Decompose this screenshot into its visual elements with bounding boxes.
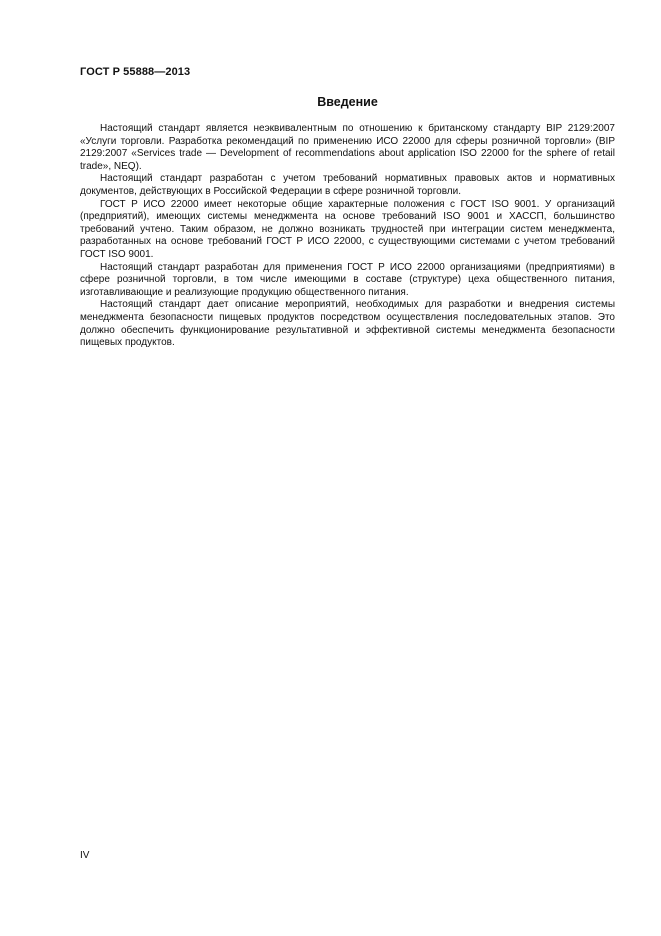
page-number: IV: [80, 850, 90, 861]
introduction-body: [80, 123, 615, 350]
paragraph-4: Настоящий стандарт разработан для применения ГОСТ Р ИСО 22000 организациями (предприятиями) в сфере розничной торговли, в том числе имеющими в составе (структуре) цеха общественного питания, изготавливающие и реализующие продукцию общественного питания.: [80, 261, 615, 298]
section-title: Введение: [317, 95, 378, 109]
standard-code-header: ГОСТ Р 55888—2013: [80, 66, 191, 78]
paragraph-5: Настоящий стандарт дает описание мероприятий, необходимых для разработки и внедрения системы менеджмента безопасности пищевых продуктов посредством осуществления последовательных этапов. Это должно обеспечить функционирование результативной и эффективной системы менеджмента безопасности пищевых продуктов.: [80, 299, 615, 349]
paragraph-2: Настоящий стандарт разработан с учетом требований нормативных правовых актов и нормативных документов, действующих в Российской Федерации в сфере розничной торговли.: [80, 173, 615, 197]
paragraph-1: Настоящий стандарт является неэквивалентным по отношению к британскому стандарту BIP 2129:2007 «Услуги торговли. Разработка рекомендаций по применению ИСО 22000 для сферы розничной торговли» (BIP 2129:2007 «Services trade — Development of recommendations about application ISO 22000 for the sphere of retail trade», NEQ).: [80, 123, 615, 172]
paragraph-3: ГОСТ Р ИСО 22000 имеет некоторые общие характерные положения с ГОСТ ISO 9001. У организаций (предприятий), имеющих системы менеджмента на основе требований ISO 9001 и ХАССП, большинство требований учтено. Таким образом, не должно возникать трудностей при интеграции систем менеджмента, разработанных на основе требований ГОСТ Р ИСО 22000, с существующими системами с учетом требований ГОСТ ISO 9001.: [80, 198, 615, 260]
